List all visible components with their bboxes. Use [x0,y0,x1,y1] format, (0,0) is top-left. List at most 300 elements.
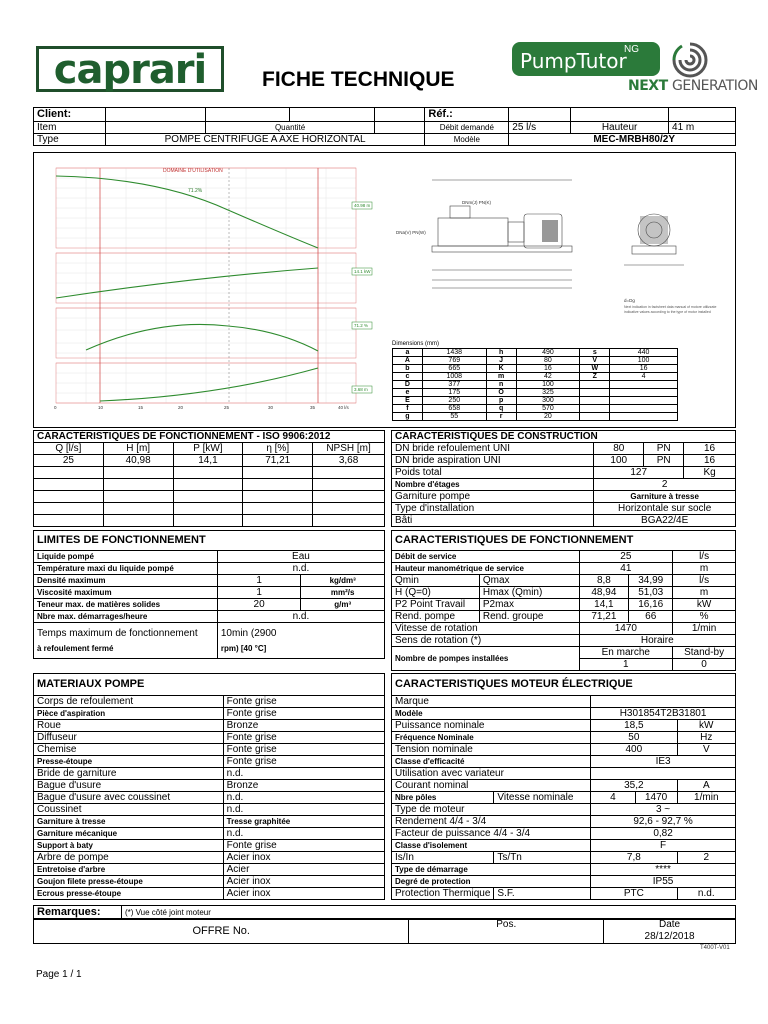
moteur-row [392,792,736,804]
fonctionnement-title: CARACTÉRISTIQUES DE FONCTIONNEMENT - ISO 9906:2012 [34,431,385,443]
fonct2-value-2: 34,99 [629,575,673,587]
construction-label: Nombre d'étages [392,479,594,491]
construction-pn-label: PN [644,443,684,455]
dimension-cell [610,397,678,405]
fonct2-title: CARACTERISTIQUES DE FONCTIONNEMENT [392,531,736,551]
caprari-logo: caprari [36,46,224,92]
construction-value: Horizontale sur socle [594,503,736,515]
pumptutor-ng-label: NG [624,44,639,55]
dimension-cell: 20 [516,413,580,421]
construction-label: Type d'installation [392,503,594,515]
materiaux-row [34,804,385,816]
materiaux-value: n.d. [223,792,384,804]
materiaux-value: n.d. [223,828,384,840]
dimension-row [393,413,678,421]
materiaux-label: Bague d'usure [34,780,224,792]
fonct2-unit: 1/min [673,623,736,635]
dimension-cell: q [486,405,516,413]
fonct2-unit: m [673,587,736,599]
stand-by-value: 0 [673,659,736,671]
modele-label: Modèle [425,134,509,146]
materiaux-label: Bride de garniture [34,768,224,780]
domain-label: DOMAINE D'UTILISATION [163,168,223,174]
materiaux-label: Ecrous presse-étoupe [34,888,224,900]
dimension-cell: A [393,357,423,365]
moteur-label-2: Ts/Tn [494,852,591,864]
efficiency-peak-label: 71.2% [188,188,203,194]
drawing-note: Next indication in factsheet data manual of motore utilizzate [624,305,717,309]
d-dg-label: d=Dg [624,298,635,303]
dimension-row [393,365,678,373]
offre-label: OFFRE No. [34,919,409,944]
moteur-label: Nbre pôles [392,792,494,804]
dimension-cell [580,389,610,397]
dimension-cell [610,413,678,421]
materiaux-value: Acier inox [223,888,384,900]
swirl-icon [662,38,718,82]
materiaux-label: Arbre de pompe [34,852,224,864]
moteur-label: Fréquence Nominale [392,732,591,744]
fonct2-label-2: Rend. groupe [479,611,579,623]
fonct2-value-2: 66 [629,611,673,623]
construction-unit: Kg [684,467,736,479]
moteur-unit: 2 [677,852,735,864]
materiaux-row [34,864,385,876]
x-tick: 0 [54,405,57,410]
fonct2-label-2: Qmax [479,575,579,587]
hauteur-value: 41 m [669,122,736,134]
fonct2-value: 41 [579,563,673,575]
moteur-value: **** [591,864,736,876]
construction-label: DN bride refoulement UNI [392,443,594,455]
cell-value: 25 [34,455,104,467]
fonct2-value-2: 51,03 [629,587,673,599]
construction-value: 127 [594,467,684,479]
moteur-label: Degré de protection [392,876,591,888]
drawing-note: indicative values according to the type of motor installed [624,310,711,314]
moteur-label: Facteur de puissance 4/4 - 3/4 [392,828,591,840]
moteur-label: Rendement 4/4 - 3/4 [392,816,591,828]
moteur-label: Modèle [392,708,591,720]
dimension-cell: 16 [516,365,580,373]
dimension-cell: n [486,381,516,389]
moteur-value: H301854T2B31801 [591,708,736,720]
client-label: Client: [34,108,106,122]
construction-label: Bâti [392,515,594,527]
materiaux-label: Presse-étoupe [34,756,224,768]
col-header: P [kW] [173,443,243,455]
materiaux-value: Fonte grise [223,744,384,756]
fonct2-label: Hauteur manométrique de service [392,563,580,575]
dimension-cell: 658 [422,405,486,413]
materiaux-value: Fonte grise [223,708,384,720]
limites-row [34,575,385,587]
temps-value: 10min (2900 rpm) [40 °C] [217,623,384,659]
moteur-unit: n.d. [677,888,735,900]
materiaux-row [34,744,385,756]
fonct2-row [392,551,736,563]
construction-row [392,491,736,503]
materiaux-value: Acier [223,864,384,876]
dimension-cell: D [393,381,423,389]
head-value-label: 40.98 m [354,203,371,208]
moteur-value: 4 [591,792,636,804]
construction-label: Garniture pompe [392,491,594,503]
fonctionnement-service-table [391,530,736,671]
fonct2-label: H (Q=0) [392,587,480,599]
dimension-cell: 80 [516,357,580,365]
dimension-cell: K [486,365,516,373]
cell-value: 3,68 [313,455,385,467]
dimension-row [393,397,678,405]
dimension-cell: f [393,405,423,413]
x-tick: 40 l/s [338,405,349,410]
debit-label: Débit demandé [425,122,509,134]
moteur-value [591,696,736,708]
moteur-label: Puissance nominale [392,720,591,732]
moteur-row [392,708,736,720]
fonct2-label-2: P2max [479,599,579,611]
moteur-value-2: 1470 [635,792,677,804]
dimension-row [393,405,678,413]
limites-label: Viscosité maximum [34,587,218,599]
hauteur-label: Hauteur [571,122,669,134]
materiaux-row [34,876,385,888]
performance-curves [38,158,383,414]
fonct2-unit: kW [673,599,736,611]
dimension-cell: V [580,357,610,365]
cell-value: 71,21 [243,455,313,467]
dimension-row [393,381,678,389]
moteur-value: F [591,840,736,852]
moteur-unit: 1/min [677,792,735,804]
dimension-row [393,389,678,397]
moteur-row [392,828,736,840]
en-marche-label: En marche [579,647,673,659]
limites-label: Teneur max. de matières solides [34,599,218,611]
moteur-value: 3 ~ [591,804,736,816]
fonct2-unit: l/s [673,575,736,587]
ref-label: Réf.: [425,108,509,122]
cell-value: 40,98 [103,455,173,467]
moteur-row [392,768,736,780]
moteur-row [392,732,736,744]
fonct2-value: Horaire [579,635,736,647]
dimension-cell: 570 [516,405,580,413]
limites-value: n.d. [217,563,384,575]
quantite-label: Quantité [205,122,375,134]
limites-value: 20 [217,599,301,611]
moteur-row [392,696,736,708]
dimension-cell: m [486,373,516,381]
materiaux-row [34,792,385,804]
dimension-cell: b [393,365,423,373]
construction-row [392,455,736,467]
dnm-label: DNm(J) PN(K) [462,200,491,205]
moteur-value: 18,5 [591,720,677,732]
construction-table [391,430,736,527]
materiaux-label: Entretoise d'arbre [34,864,224,876]
dimension-cell: h [486,349,516,357]
dimension-cell: E [393,397,423,405]
offre-table [33,918,736,944]
x-tick: 20 [178,405,184,410]
dimension-cell: O [486,389,516,397]
construction-pn-value: 16 [684,443,736,455]
fonct2-row [392,575,736,587]
materiaux-value: n.d. [223,804,384,816]
type-label: Type [34,134,106,146]
materiaux-value: Bronze [223,780,384,792]
limites-label: Température maxi du liquide pompé [34,563,218,575]
materiaux-label: Pièce d'aspiration [34,708,224,720]
dimensions-table [392,348,678,421]
en-marche-value: 1 [579,659,673,671]
fonct2-value: 71,21 [579,611,629,623]
construction-value: 100 [594,455,644,467]
moteur-value: IP55 [591,876,736,888]
dimension-row [393,373,678,381]
materiaux-label: Garniture à tresse [34,816,224,828]
fonct2-unit: l/s [673,551,736,563]
remarques-value: (*) Vue côté joint moteur [121,906,735,920]
fonct2-row [392,611,736,623]
dimension-cell: 1008 [422,373,486,381]
fonct2-row [392,599,736,611]
dimension-cell: 250 [422,397,486,405]
construction-value: 2 [594,479,736,491]
limites-unit: mm²/s [301,587,385,599]
dimension-cell: 175 [422,389,486,397]
fonct2-row [392,623,736,635]
dimension-cell: 377 [422,381,486,389]
moteur-label: Is/In [392,852,494,864]
dimension-cell: 100 [610,357,678,365]
construction-row [392,467,736,479]
materiaux-label: Diffuseur [34,732,224,744]
construction-pn-label: PN [644,455,684,467]
col-header: Q [l/s] [34,443,104,455]
dimension-row [393,349,678,357]
dimension-cell: 490 [516,349,580,357]
dimension-cell: 1438 [422,349,486,357]
construction-row [392,503,736,515]
limites-value: 1 [217,587,301,599]
materiaux-row [34,888,385,900]
moteur-row [392,804,736,816]
dimension-cell: 665 [422,365,486,373]
fonctionnement-table [33,430,385,527]
npsh-value-label: 3.68 m [354,387,368,392]
moteur-unit: Hz [677,732,735,744]
materiaux-table [33,673,385,900]
moteur-label: Classe d'isolement [392,840,591,852]
dimension-cell: 100 [516,381,580,389]
materiaux-value: Fonte grise [223,756,384,768]
x-tick: 25 [224,405,230,410]
materiaux-row [34,708,385,720]
fonct2-label: P2 Point Travail [392,599,480,611]
materiaux-value: Bronze [223,720,384,732]
page-title: FICHE TECHNIQUE [262,68,455,91]
materiaux-value: Fonte grise [223,840,384,852]
moteur-title: CARACTERISTIQUES MOTEUR ÉLECTRIQUE [392,674,736,696]
construction-value: Garniture à tresse [594,491,736,503]
moteur-value: 0,82 [591,828,736,840]
moteur-unit: V [677,744,735,756]
dimension-cell [580,397,610,405]
stand-by-label: Stand-by [673,647,736,659]
debit-value: 25 l/s [509,122,571,134]
dimension-cell: 42 [516,373,580,381]
dimension-cell: 440 [610,349,678,357]
moteur-label: Tension nominale [392,744,591,756]
materiaux-row [34,696,385,708]
dimension-cell: 769 [422,357,486,365]
col-header: η [%] [243,443,313,455]
dimension-cell: J [486,357,516,365]
fonct2-value: 25 [579,551,673,563]
fonct2-label: Sens de rotation (*) [392,635,580,647]
pumptutor-logo: PumpTutor [512,42,660,76]
limites-row [34,563,385,575]
date-cell: Date 28/12/2018 [604,919,736,944]
dimension-cell: 4 [610,373,678,381]
moteur-row [392,756,736,768]
fonct2-row [392,587,736,599]
fonct2-label: Débit de service [392,551,580,563]
fonct2-value: 14,1 [579,599,629,611]
x-tick: 15 [138,405,144,410]
fonct2-row [392,563,736,575]
materiaux-value: Fonte grise [223,696,384,708]
moteur-label: Type de moteur [392,804,591,816]
construction-label: DN bride aspiration UNI [392,455,594,467]
pos-label: Pos. [409,919,604,944]
dimension-cell [580,405,610,413]
moteur-row [392,864,736,876]
materiaux-row [34,768,385,780]
limites-row [34,551,385,563]
moteur-value: PTC [591,888,677,900]
dimension-cell: c [393,373,423,381]
materiaux-label: Goujon filete presse-étoupe [34,876,224,888]
item-label: Item [34,122,106,134]
limites-unit: g/m³ [301,599,385,611]
fonct2-label: Qmin [392,575,480,587]
moteur-row [392,780,736,792]
temps-label: Temps maximum de fonctionnement à refoulement fermé [34,623,218,659]
type-value: POMPE CENTRIFUGE A AXE HORIZONTAL [105,134,425,146]
dimension-cell: e [393,389,423,397]
moteur-label-2: Vitesse nominale [494,792,591,804]
next-generation-tagline: NEXT GENERATION [628,78,758,94]
materiaux-value: Fonte grise [223,732,384,744]
moteur-row [392,876,736,888]
col-header: H [m] [103,443,173,455]
limites-row [34,587,385,599]
page-number: Page 1 / 1 [36,969,82,980]
moteur-value: 7,8 [591,852,677,864]
limites-row [34,611,385,623]
limites-value: 1 [217,575,301,587]
materiaux-row [34,852,385,864]
moteur-value: 50 [591,732,677,744]
dna-label: DNa(V) PN(W) [396,230,426,235]
moteur-value [591,768,736,780]
dimension-cell: W [580,365,610,373]
construction-row [392,443,736,455]
moteur-label: Type de démarrage [392,864,591,876]
fonct2-label: Rend. pompe [392,611,480,623]
dimension-cell: g [393,413,423,421]
dimension-cell: 325 [516,389,580,397]
col-header: NPSH [m] [313,443,385,455]
construction-value: 80 [594,443,644,455]
dimension-cell [610,405,678,413]
materiaux-title: MATERIAUX POMPE [34,674,385,696]
fonct2-unit: m [673,563,736,575]
head-curve [56,176,318,248]
moteur-label: Marque [392,696,591,708]
moteur-table [391,673,736,900]
dimension-cell [580,381,610,389]
moteur-row [392,888,736,900]
client-table [33,107,736,146]
moteur-unit: kW [677,720,735,732]
moteur-label: Protection Thermique [392,888,494,900]
moteur-value: IE3 [591,756,736,768]
fonct2-unit: % [673,611,736,623]
construction-row [392,479,736,491]
materiaux-label: Support à baty [34,840,224,852]
moteur-row [392,852,736,864]
materiaux-label: Garniture mécanique [34,828,224,840]
limites-table [33,530,385,659]
cell-value: 14,1 [173,455,243,467]
materiaux-label: Coussinet [34,804,224,816]
materiaux-row [34,840,385,852]
materiaux-row [34,816,385,828]
efficiency-curve [86,324,318,351]
construction-pn-value: 16 [684,455,736,467]
moteur-value: 35,2 [591,780,677,792]
moteur-value: 400 [591,744,677,756]
construction-title: CARACTÉRISTIQUES DE CONSTRUCTION [392,431,736,443]
dimensions-title: Dimensions (mm) [392,341,440,347]
x-tick: 30 [268,405,274,410]
fonct2-value: 1470 [579,623,673,635]
materiaux-value: n.d. [223,768,384,780]
fonct2-value: 8,8 [579,575,629,587]
dimension-cell: 16 [610,365,678,373]
limites-label: Liquide pompé [34,551,218,563]
materiaux-row [34,756,385,768]
materiaux-label: Corps de refoulement [34,696,224,708]
pompes-label: Nombre de pompes installées [392,647,580,671]
limites-label: Densité maximum [34,575,218,587]
moteur-label-2: S.F. [494,888,591,900]
moteur-row [392,744,736,756]
efficiency-value-label: 71.2 % [354,323,369,328]
dimension-cell [580,413,610,421]
dimension-cell: Z [580,373,610,381]
materiaux-value: Tresse graphitée [223,816,384,828]
materiaux-label: Bague d'usure avec coussinet [34,792,224,804]
fonct2-label-2: Hmax (Qmin) [479,587,579,599]
materiaux-label: Chemise [34,744,224,756]
dimension-cell: a [393,349,423,357]
